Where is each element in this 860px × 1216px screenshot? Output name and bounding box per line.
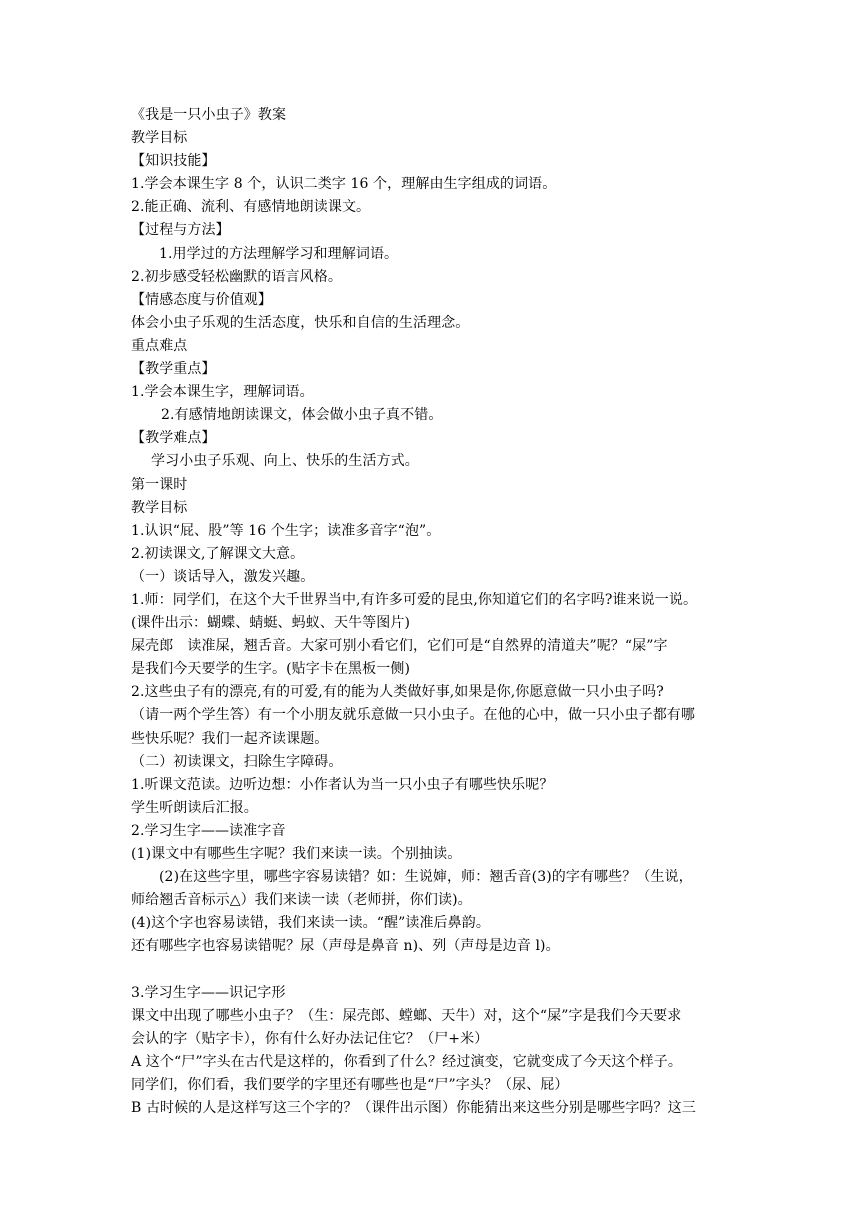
paragraph: 2.初步感受轻松幽默的语言风格。	[131, 268, 342, 285]
paragraph: 学习小虫子乐观、向上、快乐的生活方式。	[151, 453, 419, 470]
paragraph: (4)这个字也容易读错，我们来读一读。“醒”读准后鼻韵。	[131, 915, 490, 932]
section-heading-key-difficult: 重点难点	[131, 337, 188, 354]
paragraph: (课件出示：蝴蝶、蜻蜓、蚂蚁、天牛等图片)	[131, 615, 411, 632]
paragraph: 2.能正确、流利、有感情地朗读课文。	[131, 199, 371, 216]
paragraph: 是我们今天要学的生字。(贴字卡在黑板一侧)	[131, 661, 411, 678]
paragraph: 些快乐呢？我们一起齐读课题。	[131, 730, 329, 747]
document-page	[131, 104, 739, 1120]
paragraph: 2.初读课文,了解课文大意。	[131, 545, 305, 562]
paragraph: 屎壳郎 读准屎，翘舌音。大家可别小看它们，它们可是“自然界的清道夫”呢？“屎”字	[131, 638, 668, 655]
paragraph: 1.用学过的方法理解学习和理解词语。	[159, 245, 399, 262]
paragraph: (2)在这些字里，哪些字容易读错？如：生说婶，师：翘舌音(3)的字有哪些？（生说，	[159, 869, 693, 886]
paragraph: （请一两个学生答）有一个小朋友就乐意做一只小虫子。在他的心中，做一只小虫子都有哪	[131, 707, 695, 724]
paragraph: 学生听朗读后汇报。	[131, 799, 258, 816]
paragraph: 课文中出现了哪些小虫子？（生：屎壳郎、螳螂、天牛）对，这个“屎”字是我们今天要求	[131, 1007, 682, 1024]
paragraph: 同学们，你们看，我们要学的字里还有哪些也是“尸”字头？（尿、屁）	[131, 1076, 569, 1093]
subheading-emotion: 【情感态度与价值观】	[131, 291, 272, 308]
subheading-difficult: 【教学难点】	[131, 430, 216, 447]
section-heading-lesson1-goals: 教学目标	[131, 499, 188, 516]
section-heading-goals: 教学目标	[131, 130, 188, 147]
paragraph: 1.师：同学们，在这个大千世界当中,有许多可爱的昆虫,你知道它们的名字吗?谁来说一说。	[131, 591, 698, 608]
paragraph: 2.这些虫子有的漂亮,有的可爱,有的能为人类做好事,如果是你,你愿意做一只小虫子吗?	[131, 684, 664, 701]
step-heading: （二）初读课文，扫除生字障碍。	[131, 753, 343, 770]
paragraph: 1.认识“屁、股”等 16 个生字；读准多音字“泡”。	[131, 522, 441, 539]
paragraph: (1)课文中有哪些生字呢？我们来读一读。个别抽读。	[131, 846, 462, 862]
subheading-knowledge: 【知识技能】	[131, 153, 216, 170]
paragraph: 1.学会本课生字，理解词语。	[131, 384, 314, 401]
paragraph: A 这个“尸”字头在古代是这样的，你看到了什么？经过演变，它就变成了今天这个样子。	[131, 1053, 682, 1070]
step-heading: （一）谈话导入，激发兴趣。	[131, 568, 315, 585]
blank-line	[131, 958, 739, 981]
step-heading: 3.学习生字——识记字形	[131, 984, 286, 1001]
subheading-process: 【过程与方法】	[131, 222, 230, 239]
paragraph: 会认的字（贴字卡），你有什么好办法记住它？（尸+米）	[131, 1030, 489, 1047]
paragraph: 1.学会本课生字 8 个，认识二类字 16 个，理解由生字组成的词语。	[131, 176, 557, 193]
section-heading-lesson1: 第一课时	[131, 476, 188, 493]
subheading-key: 【教学重点】	[131, 361, 216, 378]
paragraph: 1.听课文范读。边听边想：小作者认为当一只小虫子有哪些快乐呢？	[131, 776, 554, 793]
paragraph: 师给翘舌音标示△）我们来读一读（老师拼，你们读)。	[131, 892, 472, 909]
paragraph: 体会小虫子乐观的生活态度，快乐和自信的生活理念。	[131, 314, 470, 331]
paragraph: 2.有感情地朗读课文，体会做小虫子真不错。	[161, 407, 443, 424]
paragraph: 还有哪些字也容易读错呢？尿（声母是鼻音 n)、列（声母是边音 l)。	[131, 938, 560, 955]
document-title: 《我是一只小虫子》教案	[131, 107, 287, 123]
paragraph: 2.学习生字——读准字音	[131, 822, 286, 839]
paragraph: B 古时候的人是这样写这三个字的？（课件出示图）你能猜出来这些分别是哪些字吗？这三	[131, 1100, 696, 1117]
